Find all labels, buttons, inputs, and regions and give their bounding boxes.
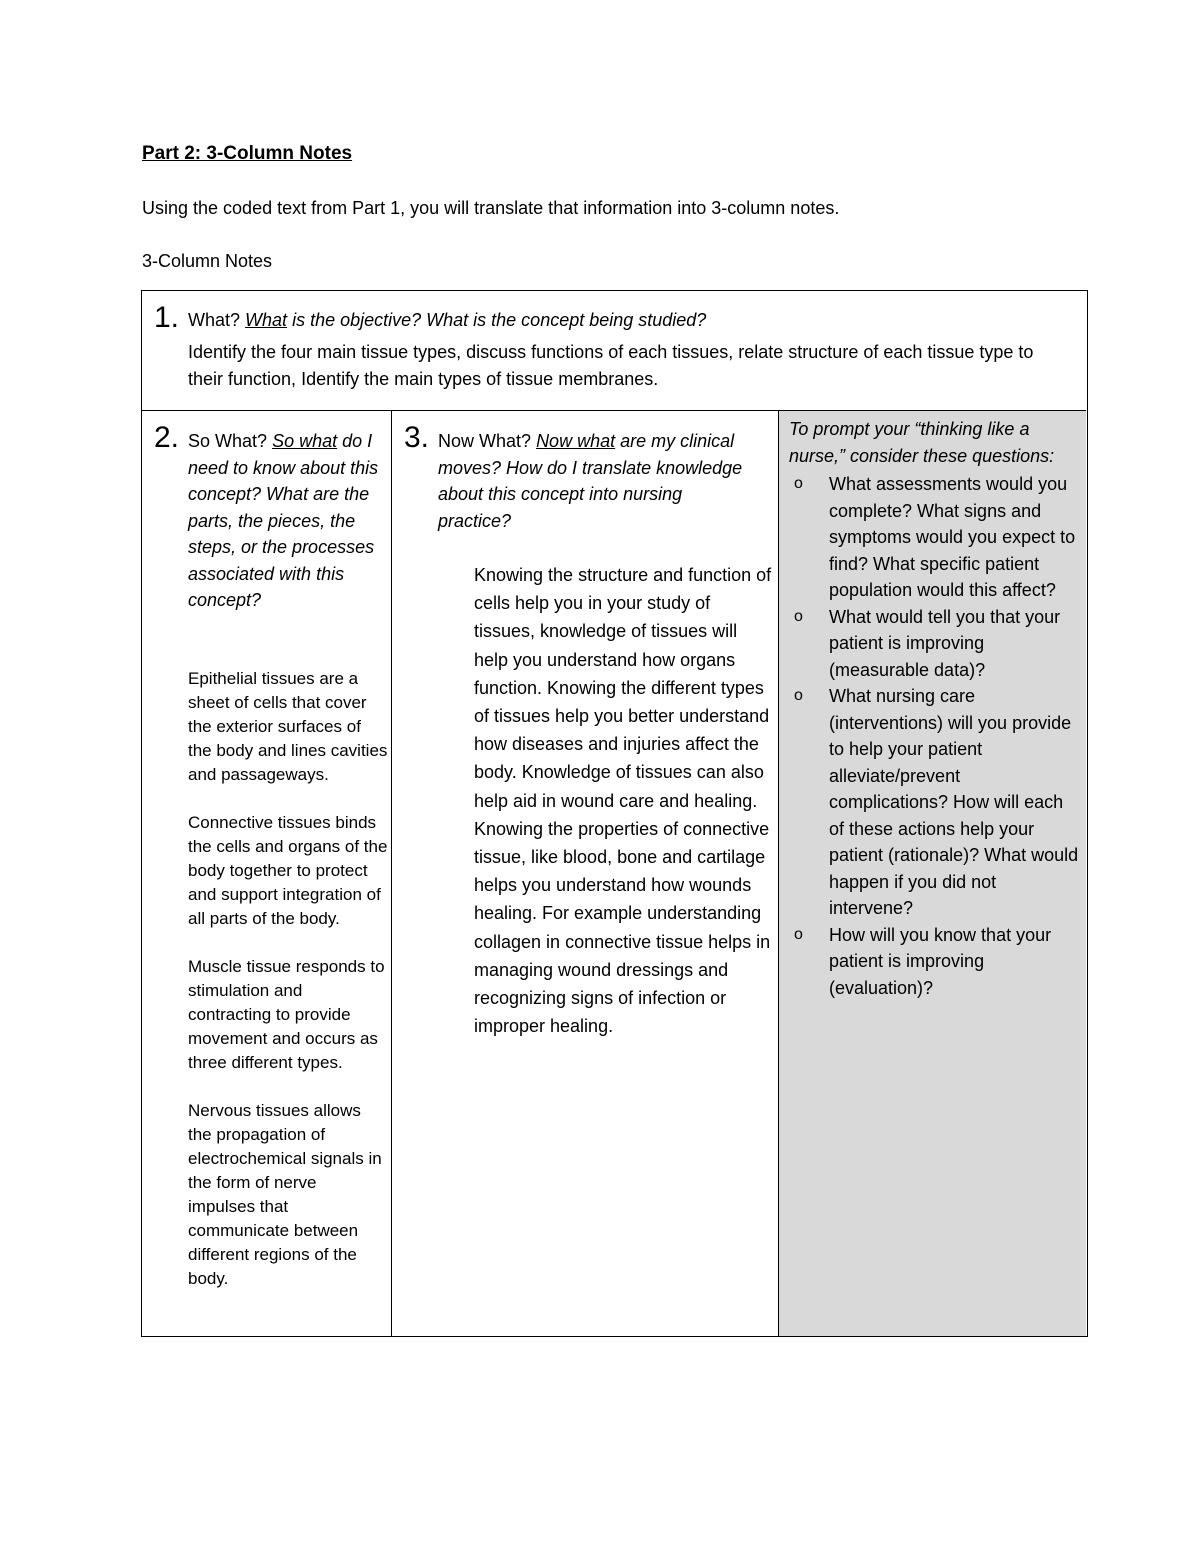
page-title: Part 2: 3-Column Notes xyxy=(142,143,353,164)
now-what-question xyxy=(438,428,758,534)
bullet-icon: o xyxy=(794,925,803,943)
now-what-question-underlined: Now what xyxy=(536,431,616,451)
intro-text: Using the coded text from Part 1, you will translate that information into 3-column notes. xyxy=(142,198,840,218)
so-what-question-underlined: So what xyxy=(272,431,338,451)
prompt-question-text: What nursing care (interventions) will you provide to help your patient alleviate/prevent complications? How will each of these actions help your patient (rationale)? What would happen if you did not intervene? xyxy=(829,686,1079,918)
epithelial-note: Epithelial tissues are a sheet of cells that cover the exterior surfaces of the body and lines cavities and passageways. xyxy=(188,669,388,784)
what-row xyxy=(142,291,1086,411)
so-what-question-rest: do I need to know about this concept? What are the parts, the pieces, the steps, or the processes associated with this concept? xyxy=(188,431,379,610)
so-what-number: 2. xyxy=(154,421,180,454)
prompt-intro: To prompt your “thinking like a nurse,” consider these questions: xyxy=(789,419,1055,466)
what-question xyxy=(188,310,706,331)
what-question-underlined: What xyxy=(245,310,288,330)
so-what-question-lead: So What? xyxy=(188,431,268,451)
bullet-icon: o xyxy=(794,687,803,704)
now-what-column xyxy=(392,411,779,1336)
three-column-notes-table xyxy=(141,290,1088,1337)
prompt-question xyxy=(789,471,1081,604)
muscle-note: Muscle tissue responds to stimulation and contracting to provide movement and occurs as three different types. xyxy=(188,957,385,1072)
nervous-note: Nervous tissues allows the propagation of electrochemical signals in the form of nerve impulses that communicate between different regions of the body. xyxy=(188,1101,382,1288)
prompt-question-text: How will you know that your patient is improving (evaluation)? xyxy=(829,924,1052,998)
what-question-lead: What? xyxy=(188,310,241,330)
so-what-column xyxy=(142,411,392,1336)
bullet-icon: o xyxy=(794,607,803,625)
now-what-notes: Knowing the structure and function of cells help you in your study of tissues, knowledge of tissues will help you understand how organs function. Knowing the different types of tissues help you better understand how diseases and injuries affect the body. Knowledge of tissues can also help aid in wound care and healing. Knowing the properties of connective tissue, like blood, bone and cartilage helps you understand how wounds healing. For example understanding collagen in connective tissue helps in managing wound dressings and recognizing signs of infection or improper healing. xyxy=(474,565,772,1037)
connective-note: Connective tissues binds the cells and organs of the body together to protect and support integration of all parts of the body. xyxy=(188,813,388,928)
what-number: 1. xyxy=(154,301,180,334)
nursing-prompt-column xyxy=(779,411,1086,1336)
what-question-rest: is the objective? What is the concept being studied? xyxy=(287,310,707,330)
now-what-question-lead: Now What? xyxy=(438,431,532,451)
so-what-question xyxy=(188,428,383,614)
what-answer: Identify the four main tissue types, discuss functions of each tissues, relate structure of each tissue type to their function, Identify the main types of tissue membranes. xyxy=(188,342,1034,389)
prompt-question-list xyxy=(789,471,1081,1001)
prompt-question-text: What would tell you that your patient is improving (measurable data)? xyxy=(829,606,1061,680)
bullet-icon: o xyxy=(794,475,803,492)
now-what-question-rest: are my clinical moves? How do I translate knowledge about this concept into nursing practice? xyxy=(438,431,743,531)
so-what-notes xyxy=(188,667,388,1315)
prompt-question-text: What assessments would you complete? What signs and symptoms would you expect to find? What specific patient population would this affect? xyxy=(829,474,1076,600)
table-caption: 3-Column Notes xyxy=(142,251,273,271)
prompt-question xyxy=(789,604,1081,684)
prompt-question xyxy=(789,683,1081,922)
now-what-number: 3. xyxy=(404,421,430,454)
prompt-question xyxy=(789,922,1081,1002)
